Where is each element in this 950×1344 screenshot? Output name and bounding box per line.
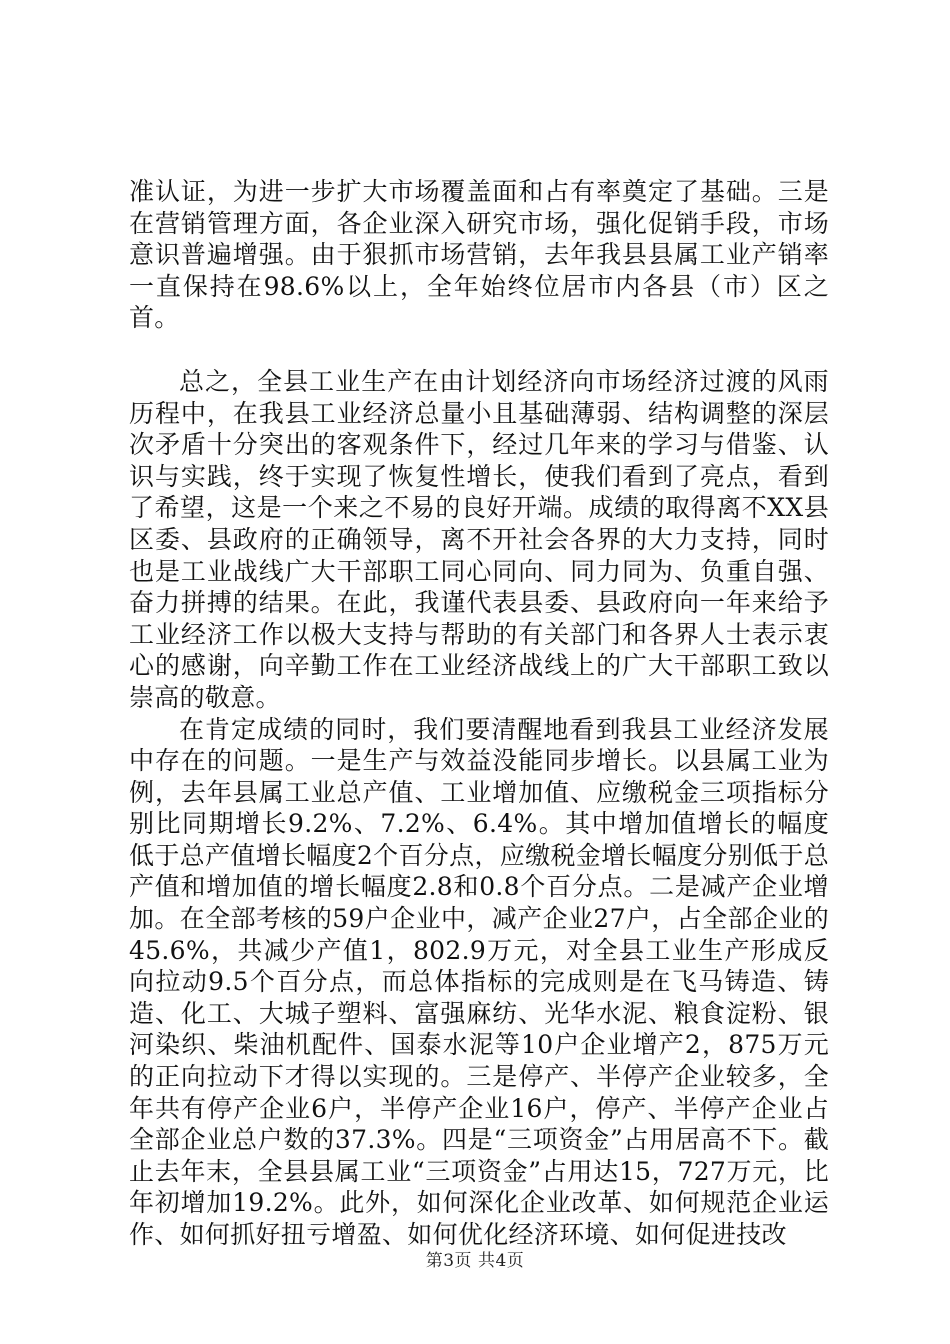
document-body bbox=[129, 176, 829, 1251]
paragraph-problems: 在肯定成绩的同时，我们要清醒地看到我县工业经济发展中存在的问题。一是生产与效益没能同步增长。以县属工业为例，去年县属工业总产值、工业增加值、应缴税金三项指标分别比同期增长9.2%、7.2%、6.4%。其中增加值增长的幅度低于总产值增长幅度2个百分点，应缴税金增长幅度分别低于总产值和增加值的增长幅度2.8和0.8个百分点。二是减产企业增加。在全部考核的59户企业中，减产企业27户，占全部企业的45.6%，共减少产值1，802.9万元，对全县工业生产形成反向拉动9.5个百分点，而总体指标的完成则是在飞马铸造、铸造、化工、大城子塑料、富强麻纺、光华水泥、粮食淀粉、银河染织、柴油机配件、国泰水泥等10户企业增产2，875万元的正向拉动下才得以实现的。三是停产、半停产企业较多，全年共有停产企业6户，半停产企业16户，停产、半停产企业占全部企业总户数的37.3%。四是“三项资金”占用居高不下。截止去年末，全县县属工业“三项资金”占用达15，727万元，比年初增加19.2%。此外，如何深化企业改革、如何规范企业运作、如何抓好扭亏增盈、如何优化经济环境、如何促进技改 bbox=[129, 714, 829, 1249]
paragraph-summary: 总之，全县工业生产在由计划经济向市场经济过渡的风雨历程中，在我县工业经济总量小且基础薄弱、结构调整的深层次矛盾十分突出的客观条件下，经过几年来的学习与借鉴、认识与实践，终于实现了恢复性增长，使我们看到了亮点，看到了希望，这是一个来之不易的良好开端。成绩的取得离不XX县区委、县政府的正确领导，离不开社会各界的大力支持，同时也是工业战线广大干部职工同心同向、同力同为、负重自强、奋力拼搏的结果。在此，我谨代表县委、县政府向一年来给予工业经济工作以极大支持与帮助的有关部门和各界人士表示衷心的感谢，向辛勤工作在工业经济战线上的广大干部职工致以崇高的敬意。 bbox=[129, 366, 829, 712]
paragraph-spacer bbox=[129, 334, 829, 366]
paragraph-continuation: 准认证，为进一步扩大市场覆盖面和占有率奠定了基础。三是在营销管理方面，各企业深入研究市场，强化促销手段，市场意识普遍增强。由于狠抓市场营销，去年我县县属工业产销率一直保持在98.6%以上，全年始终位居市内各县（市）区之首。 bbox=[129, 177, 829, 333]
page-number-footer: 第3页 共4页 bbox=[425, 1251, 525, 1271]
